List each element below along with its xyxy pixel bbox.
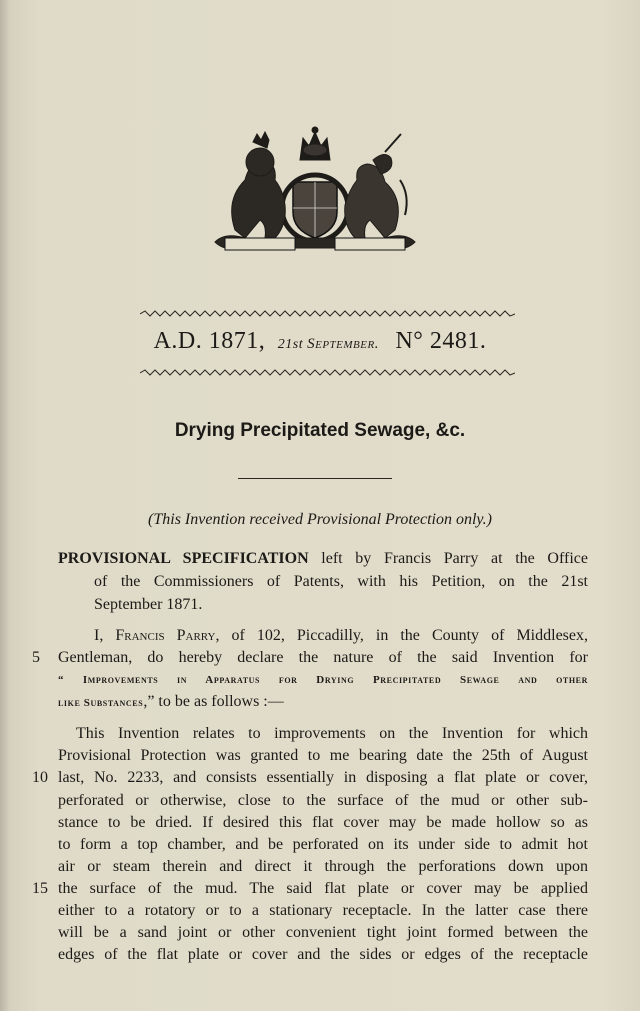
- heading-date-month: September.: [307, 336, 379, 352]
- body-line: “ Improvements in Apparatus for Drying Precipitated Sewage and other: [58, 674, 588, 686]
- body-line: perforated or otherwise, close to the surface of the mud or other sub-: [58, 792, 588, 809]
- body-line: Gentleman, do hereby declare the nature of the said Invention for: [58, 649, 588, 666]
- body-line: to form a top chamber, and be perforated on its under side to admit hot: [58, 836, 588, 853]
- heading-date: [278, 337, 379, 352]
- body-line: will be a sand joint or other convenient tight joint formed between the: [58, 924, 588, 941]
- line-text: , of 102, Piccadilly, in the County of Middlesex,: [215, 627, 588, 644]
- document-heading: [0, 328, 640, 355]
- body-line: This Invention relates to improvements on the Invention for which: [76, 725, 588, 742]
- body-line: of the Commissioners of Patents, with his Petition, on the 21st: [94, 573, 588, 590]
- wavy-rule-top: [140, 310, 515, 318]
- protection-note: (This Invention received Provisional Protection only.): [148, 511, 492, 528]
- body-line: Provisional Protection was granted to me bearing date the 25th of August: [58, 747, 588, 764]
- title-underline: [238, 478, 392, 479]
- body-line: the surface of the mud. The said flat plate or cover may be applied: [58, 880, 588, 897]
- body-line: [94, 626, 588, 646]
- line-number: 15: [32, 880, 48, 897]
- body-line: [58, 692, 588, 713]
- document-title: Drying Precipitated Sewage, &c.: [174, 420, 466, 441]
- heading-patent-number: N° 2481.: [395, 328, 487, 354]
- heading-date-day: 21st: [277, 337, 304, 352]
- body-line: [58, 549, 588, 569]
- body-line: either to a rotatory or to a stationary receptacle. In the latter case there: [58, 902, 588, 919]
- line-text: ,” to be as follows :—: [143, 693, 284, 710]
- line-text: I,: [94, 627, 116, 644]
- heading-year: A.D. 1871,: [153, 328, 266, 354]
- body-line: stance to be dried. If desired this flat cover may be made hollow so as: [58, 814, 588, 831]
- invention-title-end: like Substances: [58, 697, 144, 709]
- line-number: 5: [32, 649, 40, 666]
- wavy-rule-bottom: [140, 369, 515, 377]
- line-number: 10: [32, 769, 48, 786]
- spec-label: PROVISIONAL SPECIFICATION: [58, 550, 309, 567]
- line-text: left by Francis Parry at the Office: [308, 550, 589, 567]
- body-line: edges of the flat plate or cover and the sides or edges of the receptacle: [58, 946, 588, 963]
- body-line: September 1871.: [94, 596, 203, 613]
- royal-coat-of-arms: [205, 120, 425, 265]
- body-line: last, No. 2233, and consists essentially in disposing a flat plate or cover,: [58, 769, 588, 786]
- body-line: air or steam therein and direct it through the perforations down upon: [58, 858, 588, 875]
- inventor-name: Francis Parry: [115, 627, 216, 644]
